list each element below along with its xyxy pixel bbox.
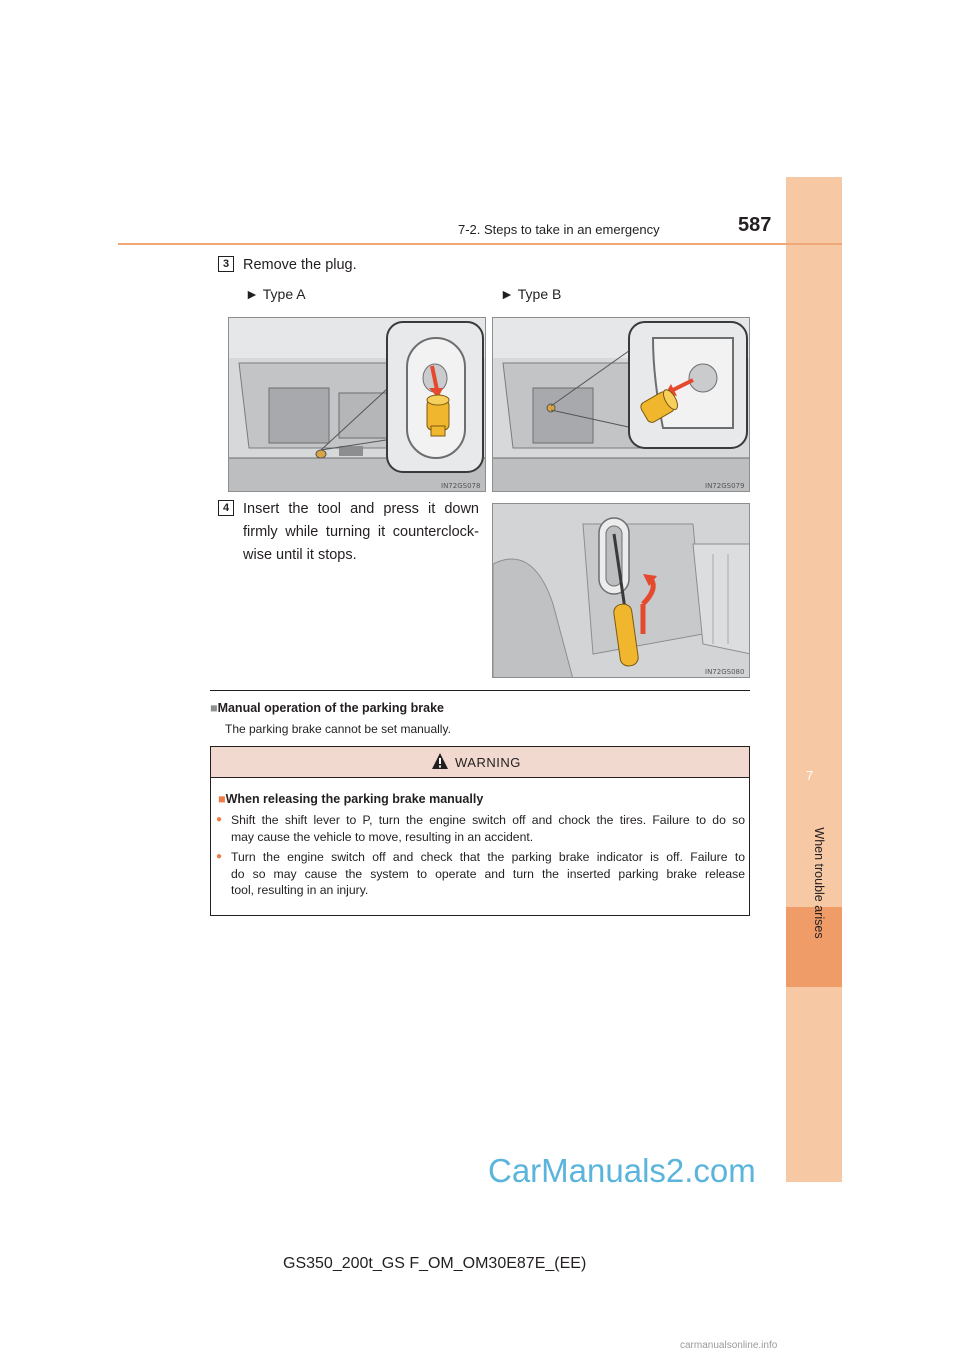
triangle-bullet-icon: ►: [500, 286, 514, 302]
warning-item-1: Shift the shift lever to P, turn the engine switch off and chock the tires. Failure to do so may cause the vehicle to move, resulting in an accident.: [231, 813, 745, 844]
warning-triangle-icon: [431, 752, 449, 770]
figure-code: IN72GS079: [705, 482, 745, 490]
warning-box: [210, 746, 750, 916]
figure-tool-insert: [492, 503, 750, 678]
chapter-title: When trouble arises: [812, 827, 826, 939]
figure-type-b: [492, 317, 750, 492]
square-bullet-icon: ■: [218, 792, 226, 806]
type-b-label: ► Type B: [500, 286, 562, 302]
step-4-text: Insert the tool and press it down firmly while turning it counterclock- wise until it stops.: [243, 501, 479, 563]
type-a-label: ► Type A: [245, 286, 306, 302]
watermark-url: carmanualsonline.info: [680, 1340, 778, 1351]
trunk-illustration-a: [229, 318, 486, 492]
page-number: 587: [738, 214, 772, 236]
section-title: 7-2. Steps to take in an emergency: [458, 222, 660, 237]
circle-bullet-icon: ●: [216, 851, 223, 862]
warning-item-2: Turn the engine switch off and check that the parking brake indicator is off. Failure to do so may cause the system to operate and turn the inserted parking brake release tool, resulting in an injury.: [231, 850, 745, 897]
tool-insert-illustration: [493, 504, 750, 678]
warning-header: [211, 747, 749, 778]
step-4-number: 4: [218, 500, 234, 516]
figure-code: IN72GS080: [705, 668, 745, 676]
trunk-illustration-b: [493, 318, 750, 492]
header-rule: [118, 243, 842, 245]
figure-code: IN72GS078: [441, 482, 481, 490]
figure-type-a: [228, 317, 486, 492]
chapter-side-tab: [786, 177, 842, 1182]
section-divider: [210, 690, 750, 691]
watermark-logo: CarManuals2.com: [488, 1152, 756, 1189]
chapter-number: 7: [806, 768, 814, 783]
note-title: ■Manual operation of the parking brake: [210, 701, 444, 715]
step-3-number: 3: [218, 256, 234, 272]
document-code: GS350_200t_GS F_OM_OM30E87E_(EE): [283, 1255, 587, 1272]
warning-label: WARNING: [455, 755, 521, 770]
warning-subtitle: ■When releasing the parking brake manually: [218, 792, 484, 806]
note-body: The parking brake cannot be set manually.: [225, 722, 451, 736]
circle-bullet-icon: ●: [216, 814, 223, 825]
step-3-text: Remove the plug.: [243, 257, 357, 273]
square-bullet-icon: ■: [210, 701, 218, 715]
triangle-bullet-icon: ►: [245, 286, 259, 302]
